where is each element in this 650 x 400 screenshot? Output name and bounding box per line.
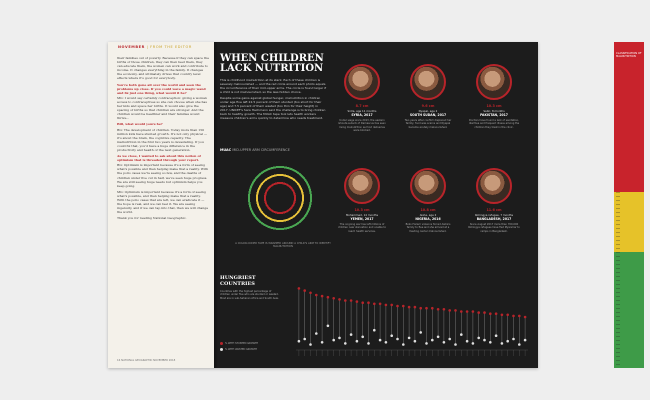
wasted-point [367, 342, 370, 345]
wasted-point [448, 338, 451, 341]
stunted-point [327, 296, 330, 299]
stunted-point [298, 287, 301, 290]
legend-wasted [220, 348, 257, 351]
child-description: The ongoing war has left millions of children near starvation and unable to reach health services. [337, 223, 387, 233]
paragraph: BG: The development of children. Today more than 150 million kids have stunted growth. It's not only physical — it's about the brain, the cognitive capacity. The malnutrition in the first two years is devastating. If you could fix that, you'd have a huge difference in the productivity and health of the next generation. [117, 127, 208, 152]
stunted-point [402, 305, 405, 308]
stunted-point [448, 309, 451, 312]
wasted-point [483, 339, 486, 342]
child-photo-ring [410, 168, 446, 204]
arm-circumference: 8.7 cm [355, 104, 369, 108]
stunted-point [518, 315, 521, 318]
wasted-point [431, 339, 434, 342]
child-photo-ring [476, 64, 512, 100]
child-country: SYRIA, 2017 [351, 113, 373, 117]
wasted-point [303, 338, 306, 341]
wasted-point [327, 325, 330, 328]
magazine-spread [108, 42, 642, 368]
wasted-point [425, 342, 428, 345]
muac-heading [220, 148, 290, 152]
legend-label: % WITH STUNTED GROWTH [225, 342, 259, 345]
muac-sublabel: MID-UPPER ARM CIRCUMFERENCE [232, 148, 290, 152]
child-country: SOUTH SUDAN, 2017 [409, 113, 447, 117]
wasted-point [506, 340, 509, 343]
stunted-point [495, 312, 498, 315]
page-header [118, 45, 192, 49]
wasted-point [512, 338, 515, 341]
paragraph: MG: I would say certainly contraception: giving a woman access to contraceptives so she can choose when she has her kids and space her births. It would also give the spacing of births so that children are stronger. And the children would be healthier and their families would thrive... [117, 95, 207, 121]
wasted-point [460, 333, 463, 336]
stunted-point [321, 295, 324, 298]
left-page [108, 42, 214, 368]
child-country: YEMEN, 2017 [350, 217, 374, 221]
wasted-point [361, 336, 364, 339]
stunted-point [396, 305, 399, 308]
page-gutter [214, 42, 218, 368]
wasted-point [396, 338, 399, 341]
wasted-point [344, 342, 347, 345]
child-description: Since August 2017 more than 700,000 Rohingya refugees have fled Myanmar to camps in Bangladesh. [468, 223, 520, 233]
muac-label: MUAC [220, 148, 232, 152]
wasted-point [443, 341, 446, 344]
wasted-point [454, 343, 457, 346]
question: Bill, what would yours be? [117, 122, 163, 127]
stunted-point [466, 310, 469, 313]
editor-column [117, 56, 209, 356]
stripe-ruler [616, 192, 620, 368]
stunted-point [315, 294, 318, 297]
arm-circumference: 9.6 cm [421, 104, 435, 108]
feature-intro [220, 78, 326, 122]
color-stripe [614, 42, 644, 368]
wasted-point [408, 337, 411, 340]
stunted-point [338, 298, 341, 301]
wasted-point [321, 341, 324, 344]
child-photo-ring [410, 64, 446, 100]
child-photo-ring [344, 168, 380, 204]
wasted-point [315, 332, 318, 335]
paragraph: MG: Optimism is important because it's a form of seeing what's possible, and then helping make that a reality. With the polio cases that are left, we can eradicate it — the hope is real, and we can feel it. We are seeing ingenuity, and if we can tap into that, then we will change the world. [117, 189, 209, 215]
arm-circumference: 11.6 cm [486, 208, 502, 212]
stunted-point [483, 311, 486, 314]
question: You're both gone all over the world and seen the problems up close. If you could wave a magic wand and fix just one thing, what would it be? [117, 82, 206, 95]
wasted-point [373, 329, 376, 332]
stunted-point [501, 314, 504, 317]
child-description: Two years after conflict displaced her family, food was scarce and Nyapal became acutely malnourished. [404, 119, 452, 129]
question: As we close, I wanted to ask about this notion of optimism that is threaded through your report. [117, 154, 201, 163]
child-photo-grid [334, 64, 530, 274]
wasted-point [338, 337, 341, 340]
wasted-point [309, 343, 312, 346]
child-card [400, 64, 462, 164]
header-separator: | [146, 45, 149, 49]
wasted-point [524, 339, 527, 342]
child-description: Under siege since 2013, the eastern Ghouta suburb of Damascus has seen rising malnutrition as food deliveries were blocked. [338, 119, 386, 132]
legend-label: % WITH WASTED GROWTH [225, 348, 258, 351]
intro-paragraph: This is childhood malnutrition at its stark: Each of these children is severely malnourished — and the red circle around each photo equals the circumference of their mid-upper arms. The circle is found larger if a child is not malnourished, so the less hidden choice. [220, 78, 326, 94]
wasted-point [385, 341, 388, 344]
wasted-point [350, 333, 353, 336]
child-name: Mohammed, 14 months [345, 213, 378, 217]
hungriest-countries-chart [292, 278, 532, 362]
stunted-point [309, 292, 312, 295]
wasted-point [356, 340, 359, 343]
child-description: Boko Haram violence forced Aisha's family to flee and she arrived at a feeding center malnourished. [405, 223, 451, 233]
stunted-point [477, 311, 480, 314]
child-card [400, 168, 462, 268]
wasted-point [518, 343, 521, 346]
child-card [466, 64, 528, 164]
stunted-point [379, 303, 382, 306]
stunted-point [437, 308, 440, 311]
header-section: NOVEMBER [118, 45, 145, 49]
hungriest-title: HUNGRIEST COUNTRIES [220, 275, 256, 287]
muac-tape-graphic [238, 156, 322, 240]
stunted-point [373, 303, 376, 306]
child-name: Sabir, 8 months [483, 109, 505, 113]
stunted-point [367, 301, 370, 304]
wasted-point [298, 340, 301, 343]
stripe-label: CLASSIFICATION OF MALNUTRITION [616, 52, 642, 59]
stunted-point [390, 304, 393, 307]
stunted-point [414, 306, 417, 309]
stunted-point [512, 315, 515, 318]
child-name: Sidra, age 11 months [347, 109, 377, 113]
wasted-point [501, 342, 504, 345]
wasted-point [414, 340, 417, 343]
stunted-point [524, 316, 527, 319]
stunted-point [506, 314, 509, 317]
stunted-point [332, 297, 335, 300]
stunted-point [408, 306, 411, 309]
wasted-point [332, 339, 335, 342]
legend-stunted [220, 342, 258, 345]
stunted-point [356, 300, 359, 303]
stunted-point [443, 308, 446, 311]
wasted-point [489, 341, 492, 344]
wasted-point [466, 340, 469, 343]
arm-circumference: 10.3 cm [354, 208, 370, 212]
stunted-point [344, 299, 347, 302]
feature-title: WHEN CHILDREN LACK NUTRITION [220, 53, 324, 74]
stunted-point [431, 307, 434, 310]
stunted-point [425, 307, 428, 310]
stunted-point [489, 312, 492, 315]
wasted-point [390, 334, 393, 337]
stunted-point [454, 309, 457, 312]
legend-swatch-wasted [220, 348, 223, 351]
stunted-point [419, 307, 422, 310]
stripe-severe [614, 42, 644, 192]
stunted-point [303, 289, 306, 292]
child-photo-ring [476, 168, 512, 204]
wasted-point [419, 331, 422, 334]
tape-note: A COLOR-CODED TAPE IS WRAPPED AROUND A CHILD'S ARM TO IDENTIFY MALNUTRITION [235, 242, 331, 248]
wasted-point [379, 339, 382, 342]
paragraph: Thank you for reading National Geographic. [117, 216, 187, 221]
child-photo-ring [344, 64, 380, 100]
wasted-point [477, 337, 480, 340]
child-country: PAKISTAN, 2017 [480, 113, 508, 117]
child-card [466, 168, 528, 268]
arm-circumference: 10.8 cm [420, 208, 436, 212]
child-country: BANGLADESH, 2017 [476, 217, 512, 221]
stunted-point [361, 301, 364, 304]
wasted-point [495, 334, 498, 337]
wasted-point [472, 342, 475, 345]
paragraph: BG: Optimism is important because it's a form of seeing what's possible and then helping make that a reality. With the polio cases we're seeing so few, and the deaths of children under five cut in half, we've seen huge progress. We are still seeing huge needs but optimism helps you keep going. [117, 163, 209, 188]
child-name: Aisha, age 2 [419, 213, 437, 217]
stunted-point [472, 310, 475, 313]
arm-circumference: 10.3 cm [486, 104, 502, 108]
wasted-point [437, 336, 440, 339]
feature-page [214, 42, 642, 368]
stunted-point [350, 299, 353, 302]
child-card [334, 64, 396, 164]
legend-swatch-stunted [220, 342, 223, 345]
wasted-point [402, 343, 405, 346]
child-description: Doctors have found a lack of sanitation, diarrhea and frequent illness among the children they treat in the clinic. [468, 119, 520, 129]
paragraph: their families out of poverty. Because if they can space the births of those children, they can then feed them, they can educate them, the women can work and contribute to income. It changes everything in the family. It changes the economy, and ultimately drives that country level effects where it's good for everybody. [117, 56, 209, 81]
child-country: NIGERIA, 2016 [415, 217, 441, 221]
child-name: Rohingya refugee, 7 months [474, 213, 514, 217]
child-card [334, 168, 396, 268]
hungriest-description: Countries with the highest percentage of children under five who are stunted or wasted. Most are in sub-Saharan Africa and South Asia. [220, 290, 279, 300]
child-name: Nyapal, age 2 [418, 109, 438, 113]
stunted-point [385, 304, 388, 307]
stunted-point [460, 310, 463, 313]
intro-paragraph: Despite some gains against global hunger, malnutrition in children under age five left 22.5 percent of them stunted (too short for their age) and 7.5 percent of them wasted (too thin for their height) in 2017. UNICEF's Sara Hachmann said the challenge is to bring children back to healthy growth. The MUAC tape tool lets health workers measure children's arms quickly to determine who needs treatment. [220, 96, 326, 120]
header-column: FROM THE EDITOR [150, 45, 192, 49]
page-footer: 16 NATIONAL GEOGRAPHIC NOVEMBER 2018 [117, 359, 176, 362]
